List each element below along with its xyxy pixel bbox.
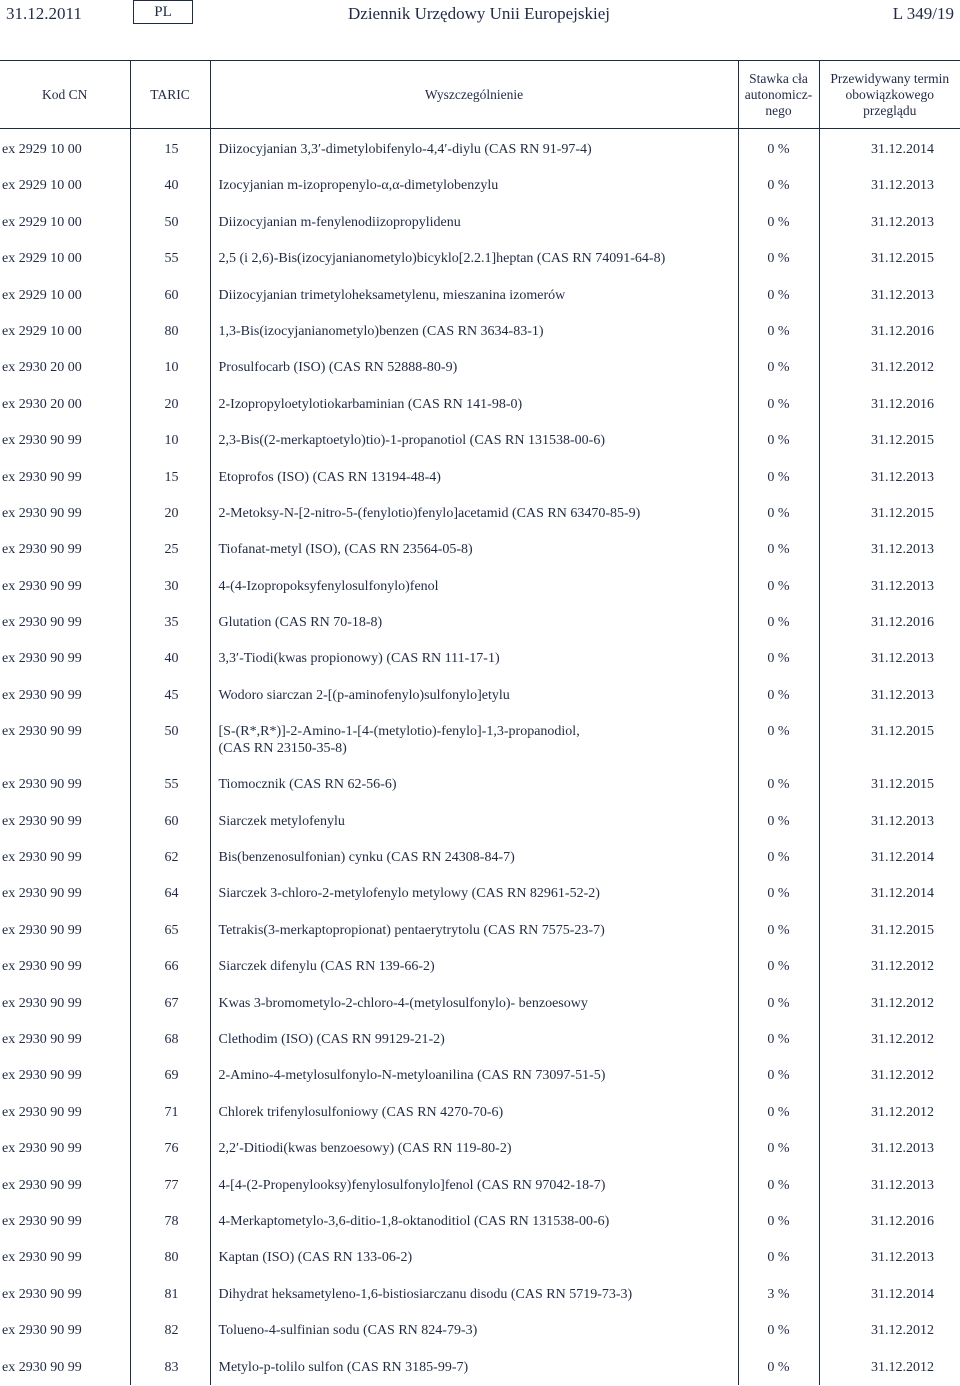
review-date-cell: 31.12.2012 — [819, 1057, 960, 1093]
column-header-description: Wyszczególnienie — [210, 61, 738, 129]
description-text-continued: (CAS RN 23150-35-8) — [218, 741, 347, 757]
review-date-cell: 31.12.2015 — [819, 495, 960, 531]
description-cell — [210, 1312, 738, 1348]
cn-code-cell: ex 2930 90 99 — [2, 433, 82, 449]
taric-code-cell: 78 — [130, 1203, 210, 1239]
table-header-row — [0, 61, 960, 129]
description-text: Diizocyjanian trimetyloheksametylenu, mieszanina izomerów — [218, 287, 566, 303]
review-date-cell: 31.12.2015 — [819, 422, 960, 458]
table-row — [0, 313, 960, 349]
taric-code-cell: 66 — [130, 948, 210, 984]
cn-code-cell: ex 2929 10 00 — [2, 178, 82, 194]
description-text: 2-Amino-4-metylosulfonylo-N-metyloanilina (CAS RN 73097-51-5) — [218, 1068, 606, 1084]
cn-code-cell: ex 2930 90 99 — [2, 1141, 82, 1157]
cn-code-cell: ex 2929 10 00 — [2, 323, 82, 339]
description-text: Kaptan (ISO) (CAS RN 133-06-2) — [218, 1250, 413, 1266]
review-date-cell: 31.12.2015 — [819, 912, 960, 948]
review-date-cell: 31.12.2014 — [819, 129, 960, 168]
description-text: 4-[4-(2-Propenylooksy)fenylosulfonylo]fenol (CAS RN 97042-18-7) — [218, 1177, 606, 1193]
taric-code-cell: 80 — [130, 313, 210, 349]
table-row — [0, 766, 960, 802]
cn-code-cell: ex 2930 90 99 — [2, 959, 82, 975]
description-cell — [210, 167, 738, 203]
description-cell — [210, 204, 738, 240]
taric-code-cell: 60 — [130, 277, 210, 313]
cn-code-cell: ex 2930 90 99 — [2, 505, 82, 521]
review-date-cell: 31.12.2014 — [819, 875, 960, 911]
taric-code-cell: 60 — [130, 803, 210, 839]
table-body — [0, 129, 960, 1385]
review-date-cell: 31.12.2012 — [819, 1312, 960, 1348]
description-cell — [210, 985, 738, 1021]
description-text: [S-(R*,R*)]-2-Amino-1-[4-(metylotio)-fenylo]-1,3-propanodiol, — [218, 724, 580, 740]
review-date-cell: 31.12.2016 — [819, 1203, 960, 1239]
cn-code-cell: ex 2930 90 99 — [2, 724, 82, 740]
description-text: Glutation (CAS RN 70-18-8) — [218, 615, 383, 631]
duty-rate-cell: 0 % — [738, 1094, 819, 1130]
table-row — [0, 948, 960, 984]
review-date-cell: 31.12.2013 — [819, 1239, 960, 1275]
duty-rate-cell: 0 % — [738, 1130, 819, 1166]
review-date-cell: 31.12.2015 — [819, 240, 960, 276]
cn-code-cell: ex 2930 90 99 — [2, 651, 82, 667]
review-date-cell: 31.12.2013 — [819, 459, 960, 495]
table-row — [0, 1239, 960, 1275]
duty-rate-cell: 0 % — [738, 129, 819, 168]
description-cell — [210, 349, 738, 385]
review-date-cell: 31.12.2013 — [819, 277, 960, 313]
cn-code-cell: ex 2930 90 99 — [2, 813, 82, 829]
cn-code-cell: ex 2929 10 00 — [2, 214, 82, 230]
cn-code-cell: ex 2929 10 00 — [2, 287, 82, 303]
review-date-cell: 31.12.2013 — [819, 1130, 960, 1166]
cn-code-cell: ex 2930 90 99 — [2, 995, 82, 1011]
duty-rate-cell: 0 % — [738, 313, 819, 349]
cn-code-cell: ex 2929 10 00 — [2, 251, 82, 267]
review-date-cell: 31.12.2013 — [819, 531, 960, 567]
duty-rate-cell: 0 % — [738, 422, 819, 458]
review-date-cell: 31.12.2014 — [819, 1276, 960, 1312]
description-cell — [210, 1276, 738, 1312]
table-row — [0, 459, 960, 495]
table-row — [0, 839, 960, 875]
description-text: Kwas 3-bromometylo-2-chloro-4-(metylosulfonylo)- benzoesowy — [218, 995, 588, 1011]
description-cell — [210, 1167, 738, 1203]
table-row — [0, 1203, 960, 1239]
tariff-table — [0, 60, 960, 1385]
taric-code-cell: 83 — [130, 1349, 210, 1385]
journal-title: Dziennik Urzędowy Unii Europejskiej — [348, 4, 611, 23]
description-text: Izocyjanian m-izopropenylo-α,α-dimetylobenzylu — [218, 178, 499, 194]
table-row — [0, 985, 960, 1021]
duty-rate-cell: 0 % — [738, 1203, 819, 1239]
table-row — [0, 204, 960, 240]
cn-code-cell: ex 2930 90 99 — [2, 615, 82, 631]
description-cell — [210, 386, 738, 422]
cn-code-cell: ex 2930 90 99 — [2, 886, 82, 902]
description-cell — [210, 277, 738, 313]
description-cell — [210, 1057, 738, 1093]
duty-rate-cell: 0 % — [738, 766, 819, 802]
description-text: 4-Merkaptometylo-3,6-ditio-1,8-oktanoditiol (CAS RN 131538-00-6) — [218, 1213, 610, 1229]
table-row — [0, 1021, 960, 1057]
table-row — [0, 875, 960, 911]
review-date-cell: 31.12.2013 — [819, 640, 960, 676]
cn-code-cell: ex 2930 90 99 — [2, 469, 82, 485]
duty-rate-cell: 0 % — [738, 839, 819, 875]
taric-code-cell: 15 — [130, 129, 210, 168]
description-text: Tetrakis(3-merkaptopropionat) pentaerytrytolu (CAS RN 7575-23-7) — [218, 922, 605, 938]
table-row — [0, 803, 960, 839]
table-row — [0, 1276, 960, 1312]
description-cell — [210, 1094, 738, 1130]
review-date-cell: 31.12.2016 — [819, 604, 960, 640]
description-text: 2,5 (i 2,6)-Bis(izocyjanianometylo)bicyklo[2.2.1]heptan (CAS RN 74091-64-8) — [218, 251, 666, 267]
taric-code-cell: 50 — [130, 204, 210, 240]
description-cell — [210, 875, 738, 911]
description-cell — [210, 839, 738, 875]
cn-code-cell: ex 2930 90 99 — [2, 1359, 82, 1375]
taric-code-cell: 55 — [130, 766, 210, 802]
description-cell — [210, 640, 738, 676]
table-row — [0, 677, 960, 713]
taric-code-cell: 40 — [130, 167, 210, 203]
taric-code-cell: 69 — [130, 1057, 210, 1093]
table-row — [0, 277, 960, 313]
cn-code-cell: ex 2930 90 99 — [2, 850, 82, 866]
duty-rate-cell: 0 % — [738, 912, 819, 948]
cn-code-cell: ex 2930 90 99 — [2, 578, 82, 594]
review-date-cell: 31.12.2013 — [819, 204, 960, 240]
taric-code-cell: 15 — [130, 459, 210, 495]
duty-rate-cell: 0 % — [738, 1349, 819, 1385]
description-text: Tiomocznik (CAS RN 62-56-6) — [218, 777, 397, 793]
description-text: Dihydrat heksametyleno-1,6-bistiosiarczanu disodu (CAS RN 5719-73-3) — [218, 1286, 633, 1302]
taric-code-cell: 64 — [130, 875, 210, 911]
description-cell — [210, 422, 738, 458]
description-cell — [210, 459, 738, 495]
cn-code-cell: ex 2930 90 99 — [2, 1250, 82, 1266]
description-text: Chlorek trifenylosulfoniowy (CAS RN 4270-70-6) — [218, 1104, 504, 1120]
review-date-cell: 31.12.2016 — [819, 313, 960, 349]
review-date-cell: 31.12.2012 — [819, 1349, 960, 1385]
description-cell — [210, 803, 738, 839]
taric-code-cell: 62 — [130, 839, 210, 875]
description-cell — [210, 948, 738, 984]
duty-rate-cell: 0 % — [738, 349, 819, 385]
duty-rate-cell: 0 % — [738, 677, 819, 713]
column-header-taric: TARIC — [130, 61, 210, 129]
description-text: Diizocyjanian 3,3′-dimetylobifenylo-4,4′-diylu (CAS RN 91-97-4) — [218, 142, 592, 157]
duty-rate-cell: 0 % — [738, 240, 819, 276]
taric-code-cell: 81 — [130, 1276, 210, 1312]
cn-code-cell: ex 2930 90 99 — [2, 542, 82, 558]
duty-rate-cell: 0 % — [738, 948, 819, 984]
description-cell — [210, 1349, 738, 1385]
taric-code-cell: 55 — [130, 240, 210, 276]
taric-code-cell: 82 — [130, 1312, 210, 1348]
table-row — [0, 713, 960, 766]
duty-rate-cell: 0 % — [738, 985, 819, 1021]
description-cell — [210, 531, 738, 567]
duty-rate-cell: 0 % — [738, 277, 819, 313]
description-text: Diizocyjanian m-fenylenodiizopropylidenu — [218, 214, 461, 230]
description-text: 1,3-Bis(izocyjanianometylo)benzen (CAS RN 3634-83-1) — [218, 323, 544, 339]
table-row — [0, 1349, 960, 1385]
table-row — [0, 531, 960, 567]
column-header-rate: Stawka cła autonomicz-nego — [738, 61, 819, 129]
table-row — [0, 604, 960, 640]
duty-rate-cell: 0 % — [738, 875, 819, 911]
column-header-cn: Kod CN — [0, 61, 130, 129]
review-date-cell: 31.12.2016 — [819, 386, 960, 422]
cn-code-cell: ex 2930 90 99 — [2, 1323, 82, 1339]
table-row — [0, 495, 960, 531]
description-text: Tiofanat-metyl (ISO), (CAS RN 23564-05-8) — [218, 542, 473, 558]
cn-code-cell: ex 2930 20 00 — [2, 360, 82, 376]
description-cell — [210, 1203, 738, 1239]
table-row — [0, 386, 960, 422]
taric-code-cell: 40 — [130, 640, 210, 676]
duty-rate-cell: 0 % — [738, 531, 819, 567]
description-text: 2-Metoksy-N-[2-nitro-5-(fenylotio)fenylo]acetamid (CAS RN 63470-85-9) — [218, 505, 641, 521]
table-row — [0, 129, 960, 168]
taric-code-cell: 67 — [130, 985, 210, 1021]
description-text: Tolueno-4-sulfinian sodu (CAS RN 824-79-3) — [218, 1323, 478, 1339]
cn-code-cell: ex 2930 90 99 — [2, 1286, 82, 1302]
duty-rate-cell: 0 % — [738, 604, 819, 640]
table-row — [0, 1094, 960, 1130]
taric-code-cell: 35 — [130, 604, 210, 640]
cn-code-cell: ex 2930 90 99 — [2, 777, 82, 793]
taric-code-cell: 76 — [130, 1130, 210, 1166]
description-text: 2,2′-Ditiodi(kwas benzoesowy) (CAS RN 119-80-2) — [218, 1141, 512, 1157]
description-text: 4-(4-Izopropoksyfenylosulfonylo)fenol — [218, 578, 439, 594]
duty-rate-cell: 0 % — [738, 568, 819, 604]
description-text: Siarczek 3-chloro-2-metylofenylo metylowy (CAS RN 82961-52-2) — [218, 886, 600, 902]
duty-rate-cell: 0 % — [738, 640, 819, 676]
table-row — [0, 349, 960, 385]
table-row — [0, 1312, 960, 1348]
taric-code-cell: 10 — [130, 422, 210, 458]
taric-code-cell: 25 — [130, 531, 210, 567]
duty-rate-cell: 0 % — [738, 1057, 819, 1093]
description-cell — [210, 1239, 738, 1275]
cn-code-cell: ex 2930 90 99 — [2, 687, 82, 703]
description-text: 2,3-Bis((2-merkaptoetylo)tio)-1-propanotiol (CAS RN 131538-00-6) — [218, 433, 605, 449]
review-date-cell: 31.12.2013 — [819, 1167, 960, 1203]
cn-code-cell: ex 2930 90 99 — [2, 1031, 82, 1047]
cn-code-cell: ex 2930 90 99 — [2, 1068, 82, 1084]
cn-code-cell: ex 2930 20 00 — [2, 396, 82, 412]
duty-rate-cell: 0 % — [738, 459, 819, 495]
cn-code-cell: ex 2930 90 99 — [2, 1213, 82, 1229]
review-date-cell: 31.12.2012 — [819, 1094, 960, 1130]
taric-code-cell: 20 — [130, 386, 210, 422]
review-date-cell: 31.12.2014 — [819, 839, 960, 875]
page-reference: L 349/19 — [892, 4, 954, 23]
table-row — [0, 167, 960, 203]
table-row — [0, 1057, 960, 1093]
review-date-cell: 31.12.2015 — [819, 713, 960, 766]
table-row — [0, 1167, 960, 1203]
review-date-cell: 31.12.2012 — [819, 948, 960, 984]
taric-code-cell: 65 — [130, 912, 210, 948]
cn-code-cell: ex 2930 90 99 — [2, 1177, 82, 1193]
description-cell — [210, 677, 738, 713]
description-text: 2-Izopropyloetylotiokarbaminian (CAS RN 141-98-0) — [218, 396, 523, 412]
description-text: Metylo-p-tolilo sulfon (CAS RN 3185-99-7) — [218, 1359, 469, 1375]
duty-rate-cell: 0 % — [738, 167, 819, 203]
description-cell — [210, 495, 738, 531]
review-date-cell: 31.12.2012 — [819, 349, 960, 385]
description-cell — [210, 1130, 738, 1166]
description-cell — [210, 1021, 738, 1057]
taric-code-cell: 68 — [130, 1021, 210, 1057]
description-cell — [210, 313, 738, 349]
taric-code-cell: 50 — [130, 713, 210, 766]
taric-code-cell: 20 — [130, 495, 210, 531]
taric-code-cell: 30 — [130, 568, 210, 604]
description-text: Bis(benzenosulfonian) cynku (CAS RN 24308-84-7) — [218, 850, 515, 866]
review-date-cell: 31.12.2013 — [819, 677, 960, 713]
cn-code-cell: ex 2930 90 99 — [2, 922, 82, 938]
table-row — [0, 1130, 960, 1166]
language-badge: PL — [133, 0, 193, 24]
taric-code-cell: 71 — [130, 1094, 210, 1130]
description-cell — [210, 766, 738, 802]
duty-rate-cell: 0 % — [738, 495, 819, 531]
duty-rate-cell: 0 % — [738, 1239, 819, 1275]
description-text: Etoprofos (ISO) (CAS RN 13194-48-4) — [218, 469, 441, 485]
publication-date: 31.12.2011 — [6, 4, 82, 23]
review-date-cell: 31.12.2012 — [819, 1021, 960, 1057]
duty-rate-cell: 0 % — [738, 1312, 819, 1348]
table-row — [0, 912, 960, 948]
description-text: Prosulfocarb (ISO) (CAS RN 52888-80-9) — [218, 360, 458, 376]
description-text: 3,3′-Tiodi(kwas propionowy) (CAS RN 111-17-1) — [218, 651, 500, 667]
description-text: Siarczek metylofenylu — [218, 813, 345, 829]
taric-code-cell: 77 — [130, 1167, 210, 1203]
description-text: Clethodim (ISO) (CAS RN 99129-21-2) — [218, 1031, 445, 1047]
column-header-review-date: Przewidywany termin obowiązkowego przeglądu — [819, 61, 960, 129]
description-cell — [210, 129, 738, 168]
table-row — [0, 422, 960, 458]
taric-code-cell: 80 — [130, 1239, 210, 1275]
description-cell — [210, 568, 738, 604]
duty-rate-cell: 0 % — [738, 1021, 819, 1057]
cn-code-cell: ex 2930 90 99 — [2, 1104, 82, 1120]
description-cell — [210, 713, 738, 766]
review-date-cell: 31.12.2015 — [819, 766, 960, 802]
page-header — [0, 0, 960, 32]
taric-code-cell: 10 — [130, 349, 210, 385]
cn-code-cell: ex 2929 10 00 — [2, 142, 82, 157]
description-cell — [210, 240, 738, 276]
table-row — [0, 640, 960, 676]
duty-rate-cell: 0 % — [738, 713, 819, 766]
review-date-cell: 31.12.2013 — [819, 803, 960, 839]
table-row — [0, 240, 960, 276]
description-cell — [210, 912, 738, 948]
review-date-cell: 31.12.2013 — [819, 167, 960, 203]
description-cell — [210, 604, 738, 640]
duty-rate-cell: 0 % — [738, 803, 819, 839]
duty-rate-cell: 0 % — [738, 386, 819, 422]
taric-code-cell: 45 — [130, 677, 210, 713]
description-text: Wodoro siarczan 2-[(p-aminofenylo)sulfonylo]etylu — [218, 687, 510, 703]
duty-rate-cell: 0 % — [738, 1167, 819, 1203]
duty-rate-cell: 3 % — [738, 1276, 819, 1312]
table-row — [0, 568, 960, 604]
review-date-cell: 31.12.2012 — [819, 985, 960, 1021]
description-text: Siarczek difenylu (CAS RN 139-66-2) — [218, 959, 435, 975]
review-date-cell: 31.12.2013 — [819, 568, 960, 604]
duty-rate-cell: 0 % — [738, 204, 819, 240]
